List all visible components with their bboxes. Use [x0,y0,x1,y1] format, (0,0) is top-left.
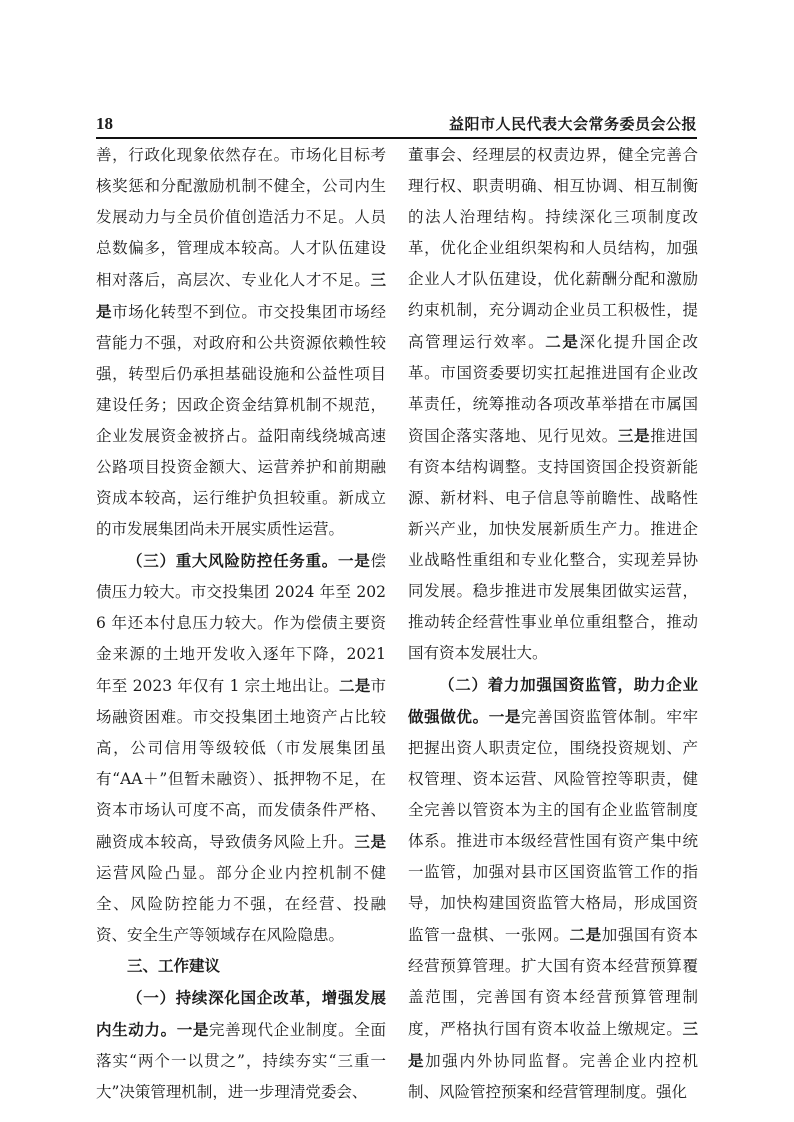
lead-marker-2: 二是 [545,332,580,351]
paragraph-governance-issues [96,140,386,545]
subheading-supervision: （二）着力加强国资监管，助力企业做强做优。 [408,675,698,726]
paragraph-supervision [408,669,698,1100]
paragraph-major-risks [96,545,386,951]
subheading-deepen-reform: （一）持续深化国企改革，增强发展内生动力。 [96,988,386,1039]
paragraph-text: 推进国有资本结构调整。支持国资国企投资新能源、新材料、电子信息等前瞻性、战略性新兴产业，加快发展新质生产力。推进企业战略性重组和专业化整合，实现差异协同发展。稳步推进市发展集团做实运营，推动转企经营性事业单位重组整合，推动国有资本发展壮大。 [408,427,698,662]
paragraph-text: 董事会、经理层的权责边界，健全完善合理行权、职责明确、相互协调、相互制衡的法人治理结构。持续深化三项制度改革，优化企业组织架构和人员结构，加强企业人才队伍建设，优化薪酬分配和激励约束机制，充分调动企业员工积极性，提高管理运行效率。 [408,146,698,351]
paragraph-text: 完善国资监管体制。牢牢把握出资人职责定位，围绕投资规划、产权管理、资本运营、风险管控等职责，健全完善以管资本为主的国有企业监管制度体系。推进市本级经营性国有资产集中统一监管，加强对县市区国资监管工作的指导，加快构建国资监管大格局，形成国资监管一盘棋、一张网。 [408,708,698,944]
lead-marker-1: 一是 [176,1020,210,1039]
left-column [96,140,386,1100]
subheading-major-risks: （三）重大风险防控任务重。 [127,551,338,570]
lead-marker-3: 三是 [408,1019,698,1070]
paragraph-text: 运营风险凸显。部分企业内控机制不健全、风险防控能力不强，在经营、投融资、安全生产等领域存在风险隐患。 [96,864,386,944]
journal-title: 益阳市人民代表大会常务委员会公报 [448,115,697,133]
paragraph-reform-continued [408,140,698,669]
page-header [96,113,697,135]
lead-marker-3: 三是 [617,426,651,445]
lead-marker-1: 一是 [338,551,371,570]
paragraph-text: 市场融资困难。市交投集团土地资产占比较高，公司信用等级较低（市发展集团虽有“AA＋”但暂未融资）、抵押物不足，在资本市场认可度不高，而发债条件严格、融资成本较高，导致债务风险上升。 [96,677,386,851]
lead-marker-1: 一是 [488,707,522,726]
paragraph-text: 深化提升国企改革。市国资委要切实扛起推进国有企业改革责任，统筹推动各项改革举措在市属国资国企落实落地、见行见效。 [408,333,698,445]
paragraph-deepen-reform [96,982,386,1100]
paragraph-text: 加强国有资本经营预算管理。扩大国有资本经营预算覆盖范围，完善国有资本经营预算管理制度，严格执行国有资本收益上缴规定。 [408,926,698,1038]
section-title: 三、工作建议 [127,957,221,975]
paragraph-text: 完善现代企业制度。全面落实“两个一以贯之”，持续夯实“三重一大”决策管理机制，进一步理清党委会、 [96,1021,386,1100]
paragraph-text: 偿债压力较大。市交投集团 2024 年至 2026 年还本付息压力较大。作为偿债主要资金来源的土地开发收入逐年下降，2021 年至 2023 年仅有 1 宗土地出让。 [96,552,386,695]
paragraph-text: 市场化转型不到位。市交投集团市场经营能力不强，对政府和公共资源依赖性较强，转型后仍承担基础设施和公益性项目建设任务；因政企资金结算机制不规范，企业发展资金被挤占。益阳南线绕城高速公路项目投资金额大、运营养护和前期融资成本较高，运行维护负担较重。新成立的市发展集团尚未开展实质性运营。 [96,303,386,538]
lead-marker-3: 三是 [96,270,386,321]
paragraph-text: 加强内外协同监督。完善企业内控机制、风险管控预案和经营管理制度。强化 [408,1052,698,1100]
lead-marker-2: 二是 [339,676,371,695]
right-column [408,140,698,1100]
lead-marker-2: 二是 [569,925,602,944]
paragraph-text: 善，行政化现象依然存在。市场化目标考核奖惩和分配激励机制不健全，公司内生发展动力与全员价值创造活力不足。人员总数偏多，管理成本较高。人才队伍建设相对落后，高层次、专业化人才不足。 [96,146,386,289]
page-number: 18 [96,114,113,133]
lead-marker-3: 三是 [354,832,386,851]
header-rule [96,137,697,139]
